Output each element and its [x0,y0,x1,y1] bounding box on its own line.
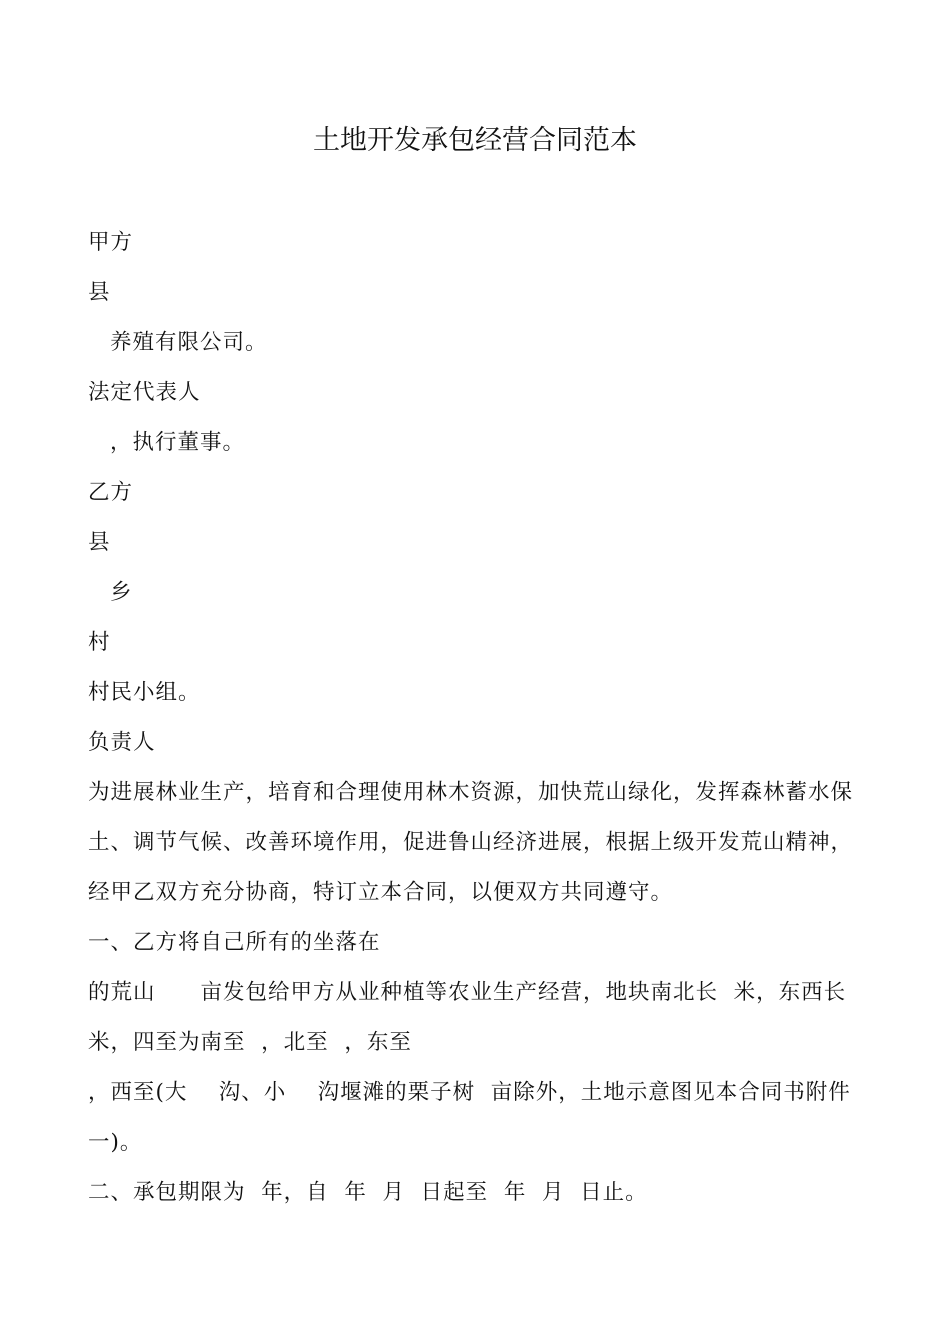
document-title: 土地开发承包经营合同范本 [313,125,637,156]
clause-1-boundaries: ，西至(大 沟、小 沟堰滩的栗子树 亩除外，土地示意图见本合同书附件一)。 [88,1080,851,1155]
party-b-township: 乡 [110,580,133,605]
party-b-village: 村 [88,630,111,655]
preamble-paragraph: 为进展林业生产，培育和合理使用林木资源，加快荒山绿化，发挥森林蓄水保土、调节气候、改善环境作用，促进鲁山经济进展，根据上级开发荒山精神，经甲乙双方充分协商，特订立本合同，以便双方共同遵守。 [88,780,854,905]
legal-representative-label: 法定代表人 [88,380,201,405]
party-b-county: 县 [88,530,111,555]
legal-representative-title: ，执行董事。 [110,430,246,455]
clause-1-details: 的荒山 亩发包给甲方从业种植等农业生产经营，地块南北长 米，东西长 米，四至为南至 ，北至 ，东至 [88,980,862,1055]
party-b-label: 乙方 [88,480,134,505]
party-b-group: 村民小组。 [88,680,201,705]
party-a-county: 县 [88,280,111,305]
clause-2-term: 二、承包期限为 年，自 年 月 日起至 年 月 日止。 [88,1180,648,1205]
responsible-person-label: 负责人 [88,730,156,755]
party-a-label: 甲方 [88,230,134,255]
party-a-company: 养殖有限公司。 [110,330,268,355]
document-body [88,218,864,1218]
clause-1-intro: 一、乙方将自己所有的坐落在 [88,930,381,955]
